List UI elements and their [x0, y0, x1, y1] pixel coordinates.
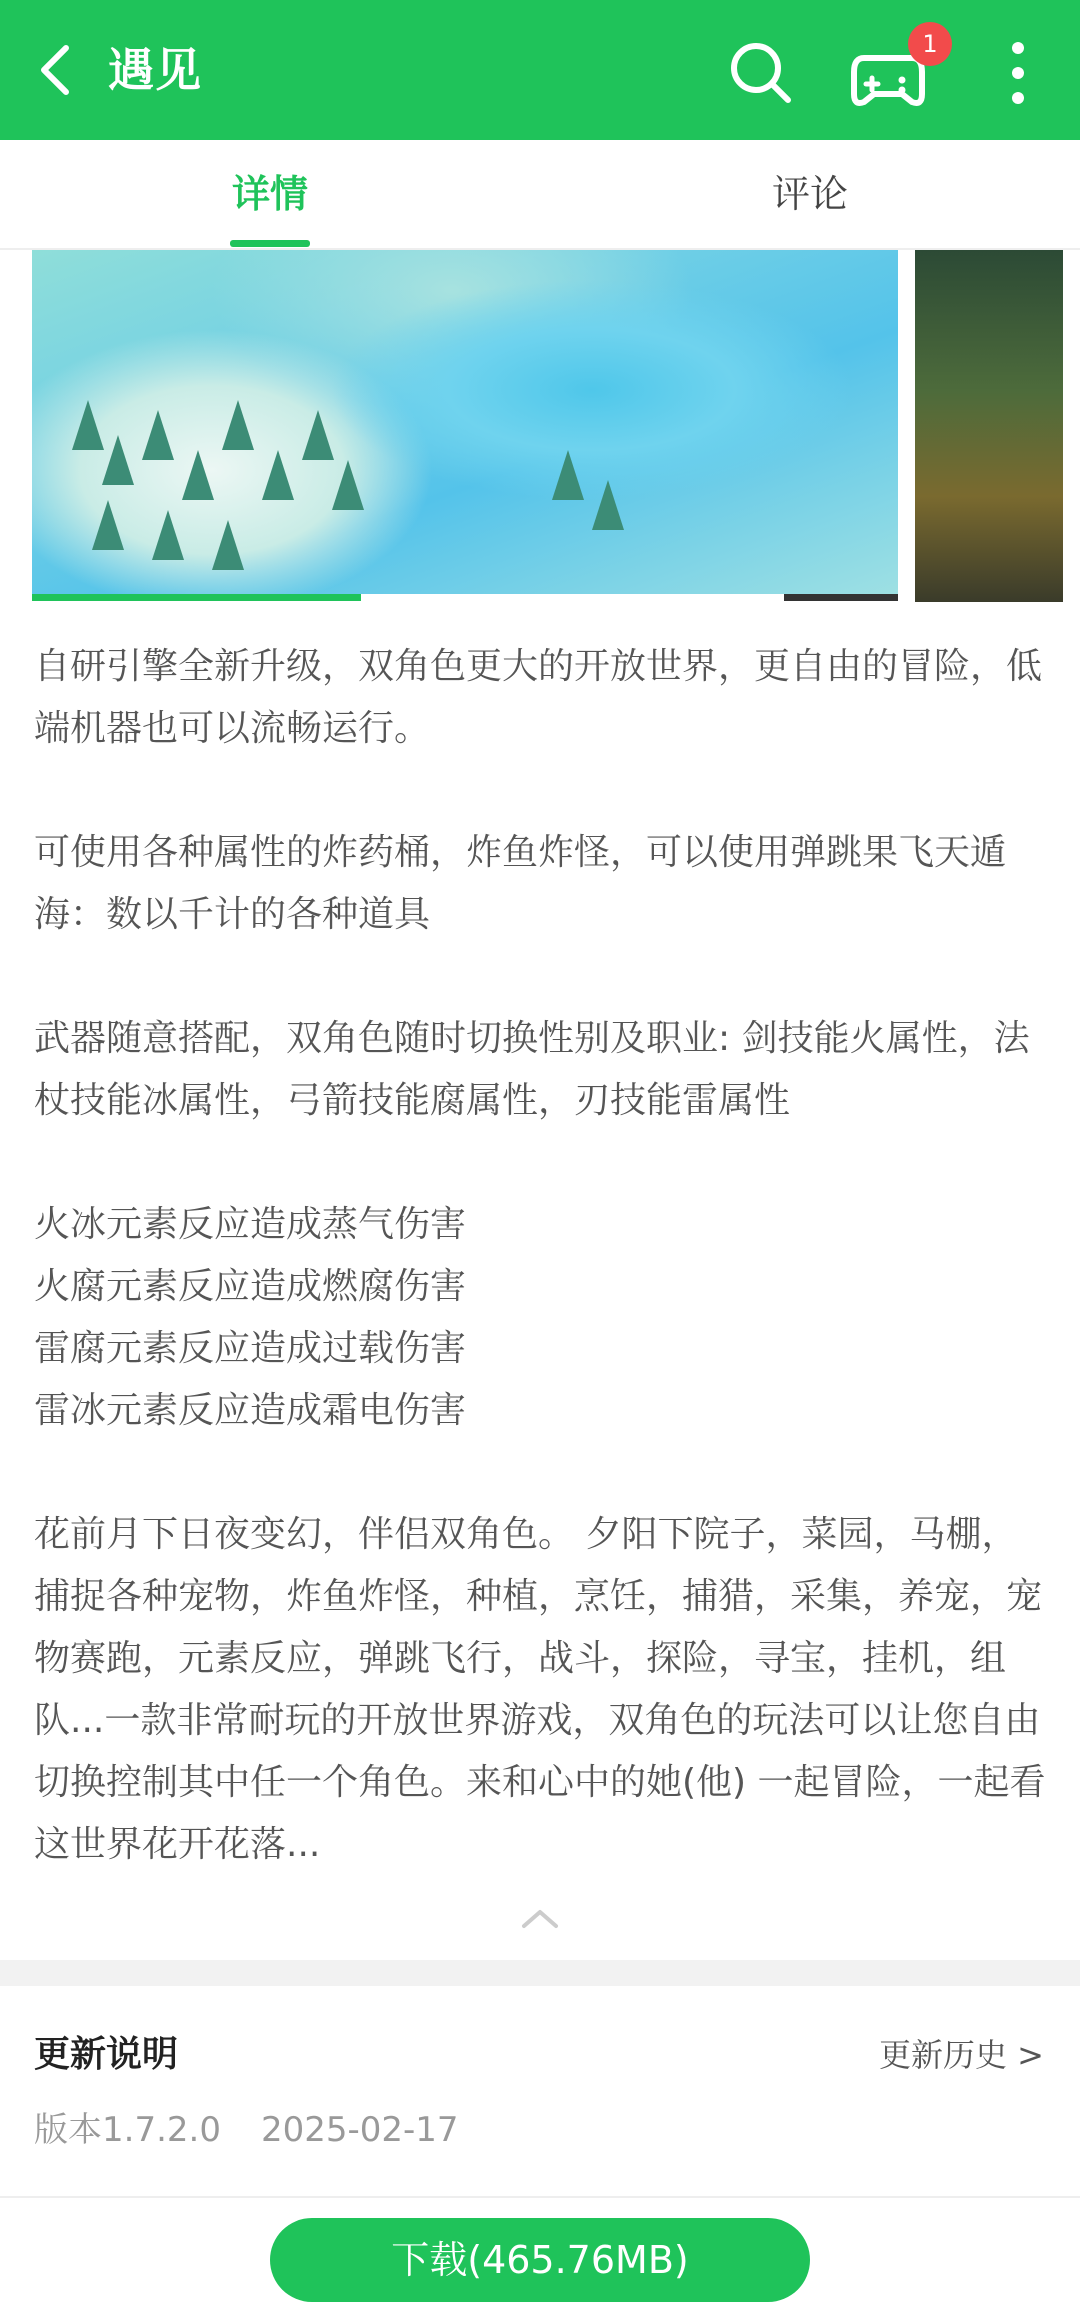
release-date: 2025-02-17 [260, 2110, 459, 2150]
description-paragraph: 武器随意搭配，双角色随时切换性别及职业: 剑技能火属性，法杖技能冰属性，弓箭技能腐属性，刃技能雷属性 [34, 1018, 1030, 1121]
game-screenshot-next[interactable] [915, 250, 1063, 602]
version-info [34, 2106, 459, 2154]
game-description [34, 636, 1046, 1938]
screenshot-gallery[interactable] [0, 250, 1080, 606]
search-icon[interactable] [726, 38, 794, 106]
section-divider [0, 1960, 1080, 1986]
gallery-progress-end [784, 594, 898, 601]
reaction-line: 雷腐元素反应造成过载伤害 [34, 1328, 467, 1369]
back-icon[interactable] [30, 42, 86, 98]
more-vertical-icon[interactable] [1000, 40, 1036, 106]
tab-details[interactable]: 详情 [231, 172, 308, 216]
reaction-line: 火冰元素反应造成蒸气伤害 [34, 1204, 467, 1245]
description-paragraph: 可使用各种属性的炸药桶，炸鱼炸怪，可以使用弹跳果飞天遁海：数以千计的各种道具 [34, 832, 1007, 935]
app-bar [0, 0, 1080, 140]
download-button[interactable]: 下载(465.76MB) [270, 2218, 810, 2302]
element-reactions [34, 1194, 1046, 1442]
chevron-up-icon[interactable] [520, 1906, 560, 1930]
tab-indicator [230, 240, 310, 247]
page-title: 遇见 [108, 43, 202, 97]
description-paragraph: 花前月下日夜变幻，伴侣双角色。 夕阳下院子，菜园，马棚，捕捉各种宠物，炸鱼炸怪，种植，烹饪，捕猎，采集，养宠，宠物赛跑，元素反应，弹跳飞行，战斗，探险，寻宝，挂机，组队...一款非常耐玩的开放世界游戏，双角色的玩法可以让您自由切换控制其中任一个角色。来和心中的她(他) 一起冒险，一起看这世界花开花落... [34, 1514, 1046, 1865]
description-paragraph: 自研引擎全新升级，双角色更大的开放世界，更自由的冒险，低端机器也可以流畅运行。 [34, 646, 1043, 749]
reaction-line: 火腐元素反应造成燃腐伤害 [34, 1266, 467, 1307]
game-screenshot[interactable] [32, 250, 898, 594]
reaction-line: 雷冰元素反应造成霜电伤害 [34, 1390, 467, 1431]
update-section-title: 更新说明 [34, 2034, 179, 2075]
tab-comments[interactable]: 评论 [771, 172, 848, 216]
notification-badge: 1 [908, 22, 952, 66]
gallery-progress [32, 594, 361, 601]
update-history-link[interactable]: 更新历史 > [879, 2036, 1044, 2074]
version-number: 版本1.7.2.0 [34, 2110, 221, 2150]
bottom-bar [0, 2196, 1080, 2322]
tab-bar [0, 140, 1080, 250]
